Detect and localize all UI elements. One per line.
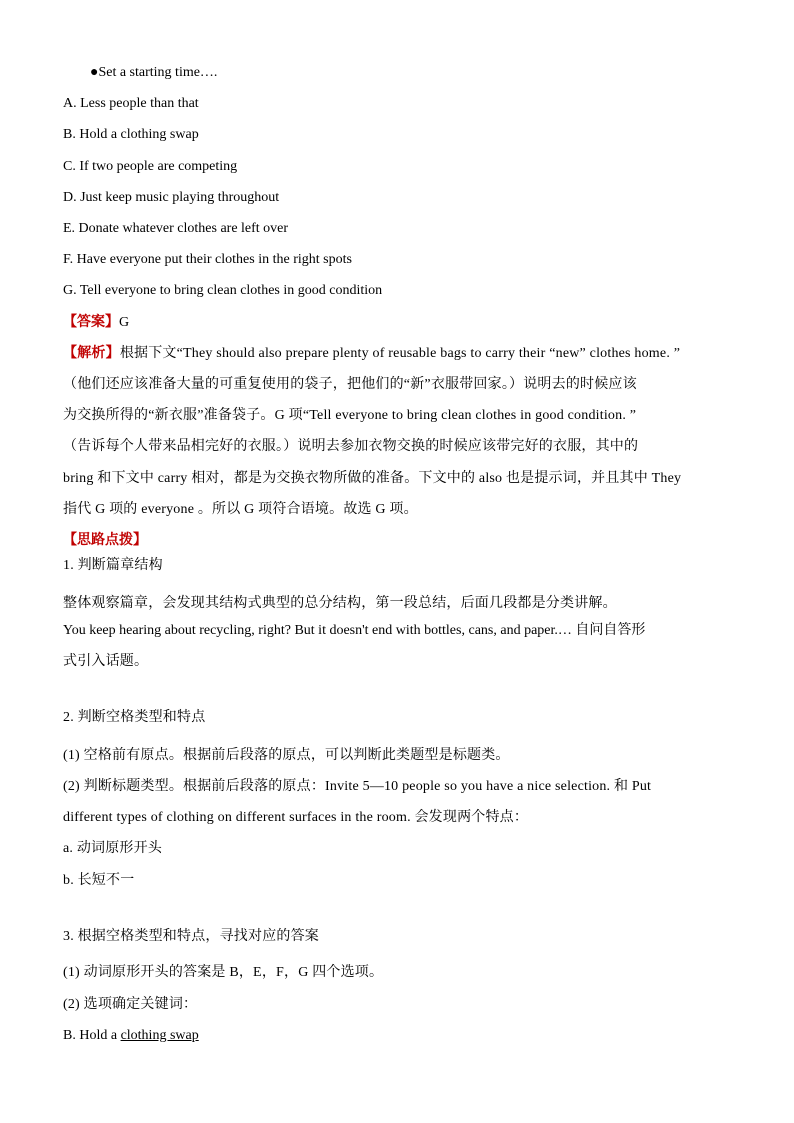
section-3-last-line <box>63 1026 744 1046</box>
section-1-line-1: 整体观察篇章，会发现其结构式典型的总分结构，第一段总结，后面几段都是分类讲解。 <box>63 596 617 611</box>
section-2-line-2: (2) 判断标题类型。根据前后段落的原点：Invite 5—10 people so you have a nice selection. 和 Put <box>63 779 652 794</box>
analysis-line-1 <box>63 344 744 364</box>
answer-line <box>63 313 744 333</box>
section-2-line-5: b. 长短不一 <box>63 873 135 888</box>
section-2-line-4: a. 动词原形开头 <box>63 841 163 856</box>
analysis-tag: 【解析】 <box>63 346 120 361</box>
tips-tag: 【思路点拨】 <box>63 533 147 548</box>
option-e: E. Donate whatever clothes are left over <box>63 221 289 236</box>
section-3-line-2: (2) 选项确定关键词： <box>63 997 198 1012</box>
section-3-line-1: (1) 动词原形开头的答案是 B，E，F，G 四个选项。 <box>63 965 384 980</box>
option-c: C. If two people are competing <box>63 159 238 174</box>
last-line-underlined: clothing swap <box>120 1028 199 1043</box>
section-2-line-3: different types of clothing on different surfaces in the room. 会发现两个特点： <box>63 810 529 825</box>
option-d: D. Just keep music playing throughout <box>63 190 280 205</box>
section-3-title: 3. 根据空格类型和特点，寻找对应的答案 <box>63 929 319 944</box>
option-a: A. Less people than that <box>63 96 199 111</box>
section-2-line-1: (1) 空格前有原点。根据前后段落的原点，可以判断此类题型是标题类。 <box>63 748 510 763</box>
analysis-line-5: bring 和下文中 carry 相对，都是为交换衣物所做的准备。下文中的 also 也是提示词，并且其中 They <box>63 471 682 486</box>
analysis-text-1: 根据下文“They should also prepare plenty of reusable bags to carry their “new” clothes home. ” <box>119 346 681 361</box>
answer-tag: 【答案】 <box>63 315 119 330</box>
analysis-line-4: （告诉每个人带来品相完好的衣服。）说明去参加衣物交换的时候应该带完好的衣服，其中的 <box>63 439 639 454</box>
option-f: F. Have everyone put their clothes in the right spots <box>63 252 352 267</box>
last-line-prefix: B. Hold a <box>63 1028 121 1043</box>
analysis-line-6: 指代 G 项的 everyone 。所以 G 项符合语境。故选 G 项。 <box>63 502 418 517</box>
option-g: G. Tell everyone to bring clean clothes in good condition <box>63 283 383 298</box>
analysis-line-2: （他们还应该准备大量的可重复使用的袋子，把他们的“新”衣服带回家。）说明去的时候应该 <box>63 377 637 392</box>
section-1-line-2: You keep hearing about recycling, right? But it doesn't end with bottles, cans, and paper.… 自问自答形 <box>63 623 646 638</box>
answer-value: G <box>119 315 130 330</box>
bullet-item: ●Set a starting time…. <box>90 65 218 80</box>
section-1-line-3: 式引入话题。 <box>63 654 149 669</box>
section-1-title: 1. 判断篇章结构 <box>63 558 163 573</box>
section-2-title: 2. 判断空格类型和特点 <box>63 710 206 725</box>
analysis-line-3: 为交换所得的“新衣服”准备袋子。G 项“Tell everyone to bring clean clothes in good condition. ” <box>63 408 637 423</box>
option-b: B. Hold a clothing swap <box>63 127 199 142</box>
